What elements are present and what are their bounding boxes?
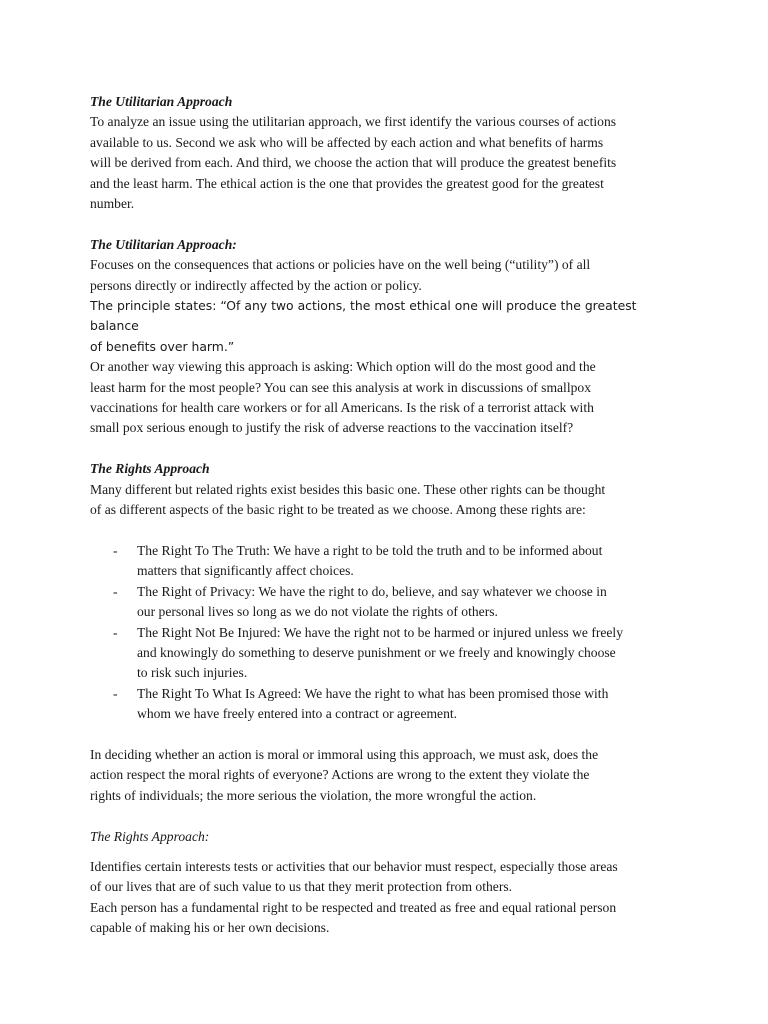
- text-line: matters that significantly affect choices.: [137, 563, 354, 579]
- heading-utilitarian-approach: The Utilitarian Approach: [90, 94, 233, 109]
- text-line: Focuses on the consequences that actions or policies have on the well being (“utility”) of all: [90, 257, 591, 273]
- text-line: small pox serious enough to justify the risk of adverse reactions to the vaccination itself?: [90, 420, 574, 436]
- text-line: Identifies certain interests tests or activities that our behavior must respect, especially those areas: [90, 858, 618, 874]
- principle-line: The principle states: “Of any two actions, the most ethical one will produce the greatest balance: [90, 298, 637, 334]
- list-item: [90, 582, 680, 623]
- principle-line: of benefits over harm.”: [90, 338, 235, 354]
- text-line: To analyze an issue using the utilitarian approach, we first identify the various courses of actions: [90, 114, 617, 130]
- utilitarian-paragraph: [90, 112, 680, 214]
- text-line: Many different but related rights exist besides this basic one. These other rights can be thought: [90, 481, 606, 497]
- text-line: of our lives that are of such value to us that they merit protection from others.: [90, 879, 513, 895]
- rights-intro-paragraph: [90, 480, 680, 521]
- text-line: and knowingly do something to deserve punishment or we freely and knowingly choose: [137, 644, 616, 660]
- text-line: The Right of Privacy: We have the right to do, believe, and say whatever we choose in: [137, 583, 607, 599]
- text-line: persons directly or indirectly affected by the action or policy.: [90, 277, 422, 293]
- text-line: The Right To The Truth: We have a right to be told the truth and to be informed about: [137, 542, 603, 558]
- dash-bullet: -: [113, 624, 118, 640]
- list-item: [90, 623, 680, 684]
- heading-utilitarian-approach-summary: The Utilitarian Approach:: [90, 236, 237, 252]
- text-line: Or another way viewing this approach is asking: Which option will do the most good and the: [90, 359, 596, 375]
- utilitarian-summary-paragraph: [90, 255, 680, 439]
- dash-bullet: -: [113, 542, 118, 558]
- text-line: and the least harm. The ethical action is the one that provides the greatest good for the greatest: [90, 175, 604, 191]
- text-line: our personal lives so long as we do not violate the rights of others.: [137, 604, 498, 620]
- rights-summary-paragraph: [90, 857, 680, 939]
- list-item: [90, 684, 680, 725]
- text-line: number.: [90, 196, 135, 212]
- text-line: The Right To What Is Agreed: We have the right to what has been promised those with: [137, 685, 609, 701]
- text-line: vaccinations for health care workers or for all Americans. Is the risk of a terrorist attack with: [90, 400, 594, 416]
- text-line: capable of making his or her own decisions.: [90, 920, 330, 936]
- text-line: will be derived from each. And third, we choose the action that will produce the greatest benefits: [90, 155, 617, 171]
- list-item: [90, 541, 680, 582]
- heading-rights-approach: The Rights Approach: [90, 461, 210, 477]
- text-line: whom we have freely entered into a contract or agreement.: [137, 706, 458, 722]
- text-line: The Right Not Be Injured: We have the right not to be harmed or injured unless we freely: [137, 624, 624, 640]
- text-line: to risk such injuries.: [137, 665, 248, 681]
- text-line: Each person has a fundamental right to be respected and treated as free and equal rational person: [90, 899, 617, 915]
- text-line: rights of individuals; the more serious the violation, the more wrongful the action.: [90, 787, 537, 803]
- document-body: [90, 92, 680, 939]
- text-line: action respect the moral rights of everyone? Actions are wrong to the extent they violate the: [90, 767, 590, 783]
- dash-bullet: -: [113, 685, 118, 701]
- rights-closing-paragraph: [90, 745, 680, 806]
- text-line: least harm for the most people? You can see this analysis at work in discussions of smallpox: [90, 379, 592, 395]
- text-line: In deciding whether an action is moral or immoral using this approach, we must ask, does the: [90, 746, 599, 762]
- text-line: available to us. Second we ask who will be affected by each action and what benefits of harms: [90, 134, 604, 150]
- heading-rights-approach-summary: The Rights Approach:: [90, 828, 210, 844]
- rights-list: [90, 541, 680, 725]
- text-line: of as different aspects of the basic right to be treated as we choose. Among these rights are:: [90, 502, 586, 518]
- dash-bullet: -: [113, 583, 118, 599]
